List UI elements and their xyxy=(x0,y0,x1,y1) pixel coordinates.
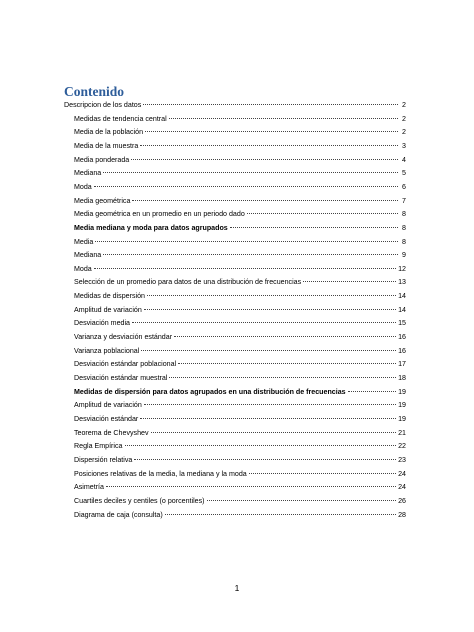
toc-dot-leader xyxy=(151,431,397,433)
toc-entry[interactable] xyxy=(74,222,406,234)
toc-entry-title: Medidas de dispersión xyxy=(74,292,145,301)
toc-entry[interactable] xyxy=(74,440,406,452)
toc-dot-leader xyxy=(134,458,396,460)
toc-dot-leader xyxy=(103,253,398,255)
toc-entry-page: 2 xyxy=(402,101,406,109)
toc-entry[interactable] xyxy=(74,454,406,466)
toc-entry-title: Teorema de Chevyshev xyxy=(74,428,149,437)
toc-entry[interactable] xyxy=(74,195,406,207)
toc-dot-leader xyxy=(125,444,397,446)
toc-entry-page: 15 xyxy=(398,319,406,328)
toc-entry[interactable] xyxy=(74,386,406,398)
toc-dot-leader xyxy=(143,103,398,105)
toc-entry[interactable] xyxy=(74,331,406,343)
toc-entry-title: Mediana xyxy=(74,251,102,260)
toc-entry[interactable] xyxy=(74,358,406,370)
toc-entry-page: 19 xyxy=(398,387,406,396)
toc-entry-page: 14 xyxy=(398,305,406,314)
toc-dot-leader xyxy=(144,403,396,405)
toc-entry-page: 22 xyxy=(398,442,406,451)
toc-entry[interactable] xyxy=(74,140,406,152)
toc-dot-leader xyxy=(230,226,398,228)
toc-entry[interactable] xyxy=(74,181,406,193)
toc-entry[interactable] xyxy=(74,167,406,179)
toc-entry[interactable] xyxy=(74,509,406,521)
toc-dot-leader xyxy=(95,240,398,242)
toc-dot-leader xyxy=(131,158,398,160)
toc-entry-title: Medidas de dispersión para datos agrupados en una distribución de frecuencias xyxy=(74,387,346,396)
toc-heading: Contenido xyxy=(64,84,125,99)
toc-entry-title: Amplitud de variación xyxy=(74,305,142,314)
toc-entry-page: 24 xyxy=(398,469,406,478)
toc-entry[interactable] xyxy=(74,290,406,302)
toc-entry-page: 16 xyxy=(398,346,406,355)
toc-entry-title: Moda xyxy=(74,264,92,273)
toc-entry-title: Media geométrica xyxy=(74,196,131,205)
page-number: 1 xyxy=(234,583,240,593)
toc-entry-page: 12 xyxy=(398,264,406,273)
toc-entry[interactable] xyxy=(74,481,406,493)
toc-entry[interactable] xyxy=(74,249,406,261)
toc-entry-page: 6 xyxy=(402,182,406,191)
toc-entry-title: Selección de un promedio para datos de una distribución de frecuencias xyxy=(74,278,302,287)
toc-entry[interactable] xyxy=(74,427,406,439)
toc-entry[interactable] xyxy=(64,99,406,111)
toc-entry-title: Asimetría xyxy=(74,483,104,492)
toc-entry-page: 8 xyxy=(402,223,406,232)
toc-entry-title: Media de la población xyxy=(74,128,144,137)
toc-dot-leader xyxy=(94,267,396,269)
toc-entry-page: 4 xyxy=(402,155,406,164)
toc-entry-page: 28 xyxy=(398,510,406,519)
toc-entry-title: Media xyxy=(74,237,94,246)
toc-entry-page: 8 xyxy=(402,237,406,246)
toc-entry[interactable] xyxy=(74,495,406,507)
toc-dot-leader xyxy=(144,308,396,310)
toc-entry-page: 2 xyxy=(402,128,406,137)
toc-entry-title: Varianza y desviación estándar xyxy=(74,333,173,342)
toc-entry-page: 3 xyxy=(402,141,406,150)
toc-dot-leader xyxy=(106,485,396,487)
toc-entry[interactable] xyxy=(74,263,406,275)
toc-dot-leader xyxy=(174,335,396,337)
toc-entry-title: Diagrama de caja (consulta) xyxy=(74,510,163,519)
toc-entry-title: Cuartiles deciles y centiles (o porcentiles) xyxy=(74,496,205,505)
toc-entry-page: 7 xyxy=(402,196,406,205)
toc-entry-page: 14 xyxy=(398,292,406,301)
toc-dot-leader xyxy=(247,212,398,214)
toc-entry-page: 2 xyxy=(402,114,406,123)
toc-entry[interactable] xyxy=(74,276,406,288)
toc-entry-page: 9 xyxy=(402,251,406,260)
toc-entry-title: Amplitud de variación xyxy=(74,401,142,410)
toc-entry[interactable] xyxy=(74,304,406,316)
toc-dot-leader xyxy=(303,280,396,282)
toc-entry-title: Medidas de tendencia central xyxy=(74,114,167,123)
toc-entry-title: Desviación estándar xyxy=(74,414,139,423)
toc-dot-leader xyxy=(140,144,398,146)
toc-entry[interactable] xyxy=(74,126,406,138)
toc-entry-title: Mediana xyxy=(74,169,102,178)
toc-entry[interactable] xyxy=(74,372,406,384)
toc-dot-leader xyxy=(169,117,398,119)
toc-entry[interactable] xyxy=(74,113,406,125)
toc-dot-leader xyxy=(348,390,397,392)
toc-dot-leader xyxy=(165,513,396,515)
toc-entry-title: Media geométrica en un promedio en un periodo dado xyxy=(74,210,245,219)
toc-dot-leader xyxy=(141,349,396,351)
toc-entry-title: Desviación estándar poblacional xyxy=(74,360,177,369)
toc-entry-page: 23 xyxy=(398,455,406,464)
toc-entry-title: Descripcion de los datos xyxy=(64,101,142,109)
toc-dot-leader xyxy=(103,171,398,173)
toc-entry-title: Varianza poblacional xyxy=(74,346,140,355)
toc-entry[interactable] xyxy=(74,154,406,166)
toc-entry-page: 24 xyxy=(398,483,406,492)
toc-entry-title: Media ponderada xyxy=(74,155,130,164)
toc-entry-page: 18 xyxy=(398,374,406,382)
toc-dot-leader xyxy=(132,321,396,323)
toc-entry-page: 8 xyxy=(402,210,406,219)
toc-entry-page: 5 xyxy=(402,169,406,178)
toc-dot-leader xyxy=(145,130,398,132)
toc-entry[interactable] xyxy=(74,317,406,329)
toc-entry-page: 13 xyxy=(398,278,406,287)
toc-dot-leader xyxy=(140,417,396,419)
toc-entry-page: 26 xyxy=(398,496,406,505)
toc-entry[interactable] xyxy=(74,399,406,411)
toc-entry[interactable] xyxy=(74,208,406,220)
toc-dot-leader xyxy=(249,472,396,474)
toc-entry-page: 17 xyxy=(398,360,406,369)
toc-entry[interactable] xyxy=(74,468,406,480)
toc-entry-title: Desviación media xyxy=(74,319,130,328)
toc-entry-page: 21 xyxy=(398,428,406,437)
toc-entry-title: Posiciones relativas de la media, la mediana y la moda xyxy=(74,469,247,478)
toc-entry-title: Dispersión relativa xyxy=(74,455,133,464)
toc-entry-page: 19 xyxy=(398,414,406,423)
toc-entry[interactable] xyxy=(74,345,406,357)
toc-dot-leader xyxy=(94,185,398,187)
toc-dot-leader xyxy=(147,294,396,296)
toc-dot-leader xyxy=(178,362,396,364)
toc-entry-page: 19 xyxy=(398,401,406,410)
toc-entry[interactable] xyxy=(74,236,406,248)
toc-dot-leader xyxy=(169,376,396,378)
toc-entry-title: Media mediana y moda para datos agrupados xyxy=(74,223,228,232)
toc-entry[interactable] xyxy=(74,413,406,425)
toc-entry-title: Desviación estándar muestral xyxy=(74,374,168,382)
toc-entry-title: Media de la muestra xyxy=(74,141,139,150)
toc-entry-page: 16 xyxy=(398,333,406,342)
toc-dot-leader xyxy=(132,199,398,201)
toc-entry-title: Moda xyxy=(74,182,92,191)
toc-entry-title: Regla Empírica xyxy=(74,442,123,451)
toc-dot-leader xyxy=(207,499,397,501)
